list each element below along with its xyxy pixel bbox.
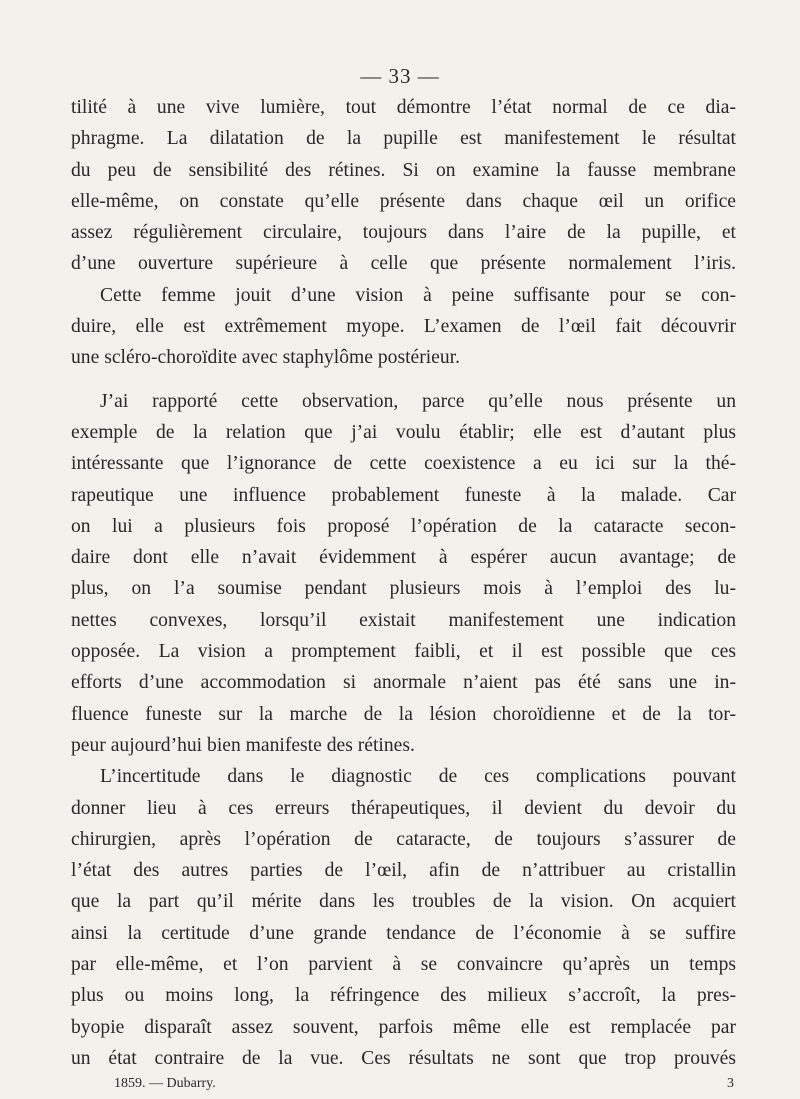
text-line: donner lieu à ces erreurs thérapeutiques, il devient du devoir du <box>71 797 736 819</box>
sheet-number: 3 <box>727 1076 734 1091</box>
text-line: Cette femme jouit d’une vision à peine suffisante pour se con- <box>100 284 736 306</box>
text-line: intéressante que l’ignorance de cette coexistence a eu ici sur la thé- <box>71 453 736 475</box>
text-line: l’état des autres parties de l’œil, afin de n’attribuer au cristallin <box>71 860 736 882</box>
page-number: — 33 — <box>360 64 440 88</box>
text-line: un état contraire de la vue. Ces résultats ne sont que trop prouvés <box>71 1047 736 1069</box>
paragraph <box>71 761 736 1074</box>
body-text <box>71 92 736 1074</box>
paragraph <box>71 386 736 762</box>
text-line: d’une ouverture supérieure à celle que présente normalement l’iris. <box>71 253 736 275</box>
text-line: L’incertitude dans le diagnostic de ces complications pouvant <box>100 766 736 788</box>
text-line: J’ai rapporté cette observation, parce qu’elle nous présente un <box>100 390 736 412</box>
text-line: rapeutique une influence probablement funeste à la malade. Car <box>71 484 736 506</box>
text-line: peur aujourd’hui bien manifeste des rétines. <box>71 734 415 756</box>
text-line: efforts d’une accommodation si anormale n’aient pas été sans une in- <box>71 672 736 694</box>
printer-signature: 1859. — Dubarry. <box>114 1076 216 1091</box>
text-line: assez régulièrement circulaire, toujours dans l’aire de la pupille, et <box>71 222 736 244</box>
paragraph-gap <box>71 374 736 386</box>
text-line: ainsi la certitude d’une grande tendance de l’économie à se suffire <box>71 922 736 944</box>
text-line: plus ou moins long, la réfringence des milieux s’accroît, la pres- <box>71 985 736 1007</box>
text-line: tilité à une vive lumière, tout démontre l’état normal de ce dia- <box>71 97 736 118</box>
text-line: une scléro-choroïdite avec staphylôme postérieur. <box>71 347 461 369</box>
text-line: du peu de sensibilité des rétines. Si on examine la fausse membrane <box>71 159 736 181</box>
text-line: que la part qu’il mérite dans les troubles de la vision. On acquiert <box>71 891 736 913</box>
text-line: daire dont elle n’avait évidemment à espérer aucun avantage; de <box>71 547 736 569</box>
text-line: duire, elle est extrêmement myope. L’examen de l’œil fait découvrir <box>71 316 736 338</box>
text-line: par elle-même, et l’on parvient à se convaincre qu’après un temps <box>71 954 736 976</box>
text-line: chirurgien, après l’opération de cataracte, de toujours s’assurer de <box>71 828 736 850</box>
text-line: opposée. La vision a promptement faibli, et il est possible que ces <box>71 641 736 663</box>
text-line: byopie disparaît assez souvent, parfois même elle est remplacée par <box>71 1016 736 1038</box>
text-line: plus, on l’a soumise pendant plusieurs mois à l’emploi des lu- <box>71 578 736 600</box>
text-line: phragme. La dilatation de la pupille est manifestement le résultat <box>71 128 736 150</box>
paragraph <box>71 92 736 374</box>
text-line: nettes convexes, lorsqu’il existait manifestement une indication <box>71 609 736 631</box>
text-line: fluence funeste sur la marche de la lésion choroïdienne et de la tor- <box>71 703 736 725</box>
text-line: elle-même, on constate qu’elle présente dans chaque œil un orifice <box>71 190 736 212</box>
text-line: on lui a plusieurs fois proposé l’opération de la cataracte secon- <box>71 515 736 537</box>
text-line: exemple de la relation que j’ai voulu établir; elle est d’autant plus <box>71 421 736 443</box>
